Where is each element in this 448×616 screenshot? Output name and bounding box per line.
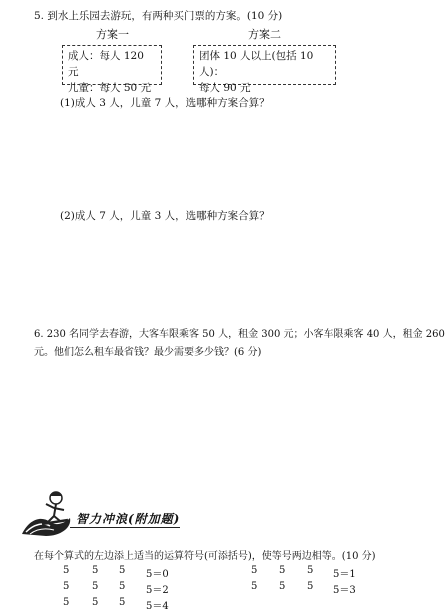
- plan1-box: [62, 45, 162, 94]
- equation-term: 5: [92, 581, 99, 592]
- equation-term: 5: [119, 581, 126, 592]
- plan2-title: 方案二: [248, 28, 281, 41]
- plan2-box: [193, 45, 336, 94]
- plan1-child-price: 儿童：每人 50 元: [68, 82, 152, 94]
- plan1-title: 方案一: [96, 28, 129, 41]
- bonus-banner-title: 智力冲浪(附加题): [76, 512, 181, 526]
- equation-term: 5: [251, 565, 258, 576]
- equation-term: 5: [63, 565, 70, 576]
- bonus-instruction: 在每个算式的左边添上适当的运算符号(可添括号)，使等号两边相等。(10 分): [34, 551, 376, 562]
- equation-term: 5: [307, 565, 314, 576]
- equation-result: 5＝1: [333, 569, 356, 580]
- equation-term: 5: [63, 597, 70, 608]
- banner-underline: [70, 527, 180, 528]
- plan2-group-price: 每人 90 元: [199, 82, 251, 94]
- q6-line-1: 6. 230 名同学去春游，大客车限乘客 50 人，租金 300 元；小客车限乘客 40 人，租金 260: [34, 329, 445, 340]
- equation-term: 5: [63, 581, 70, 592]
- wave-surfer-illustration: [20, 488, 84, 538]
- equation-term: 5: [279, 581, 286, 592]
- equation-term: 5: [119, 565, 126, 576]
- q6-line-2: 元。他们怎么租车最省钱？最少需要多少钱？(6 分): [34, 347, 262, 358]
- equation-term: 5: [92, 565, 99, 576]
- equation-result: 5＝3: [333, 585, 356, 596]
- equation-term: 5: [92, 597, 99, 608]
- equation-result: 5＝0: [146, 569, 169, 580]
- q5-subquestion-1: (1)成人 3 人，儿童 7 人，选哪种方案合算？: [60, 97, 270, 109]
- plan2-group-rule: 团体 10 人以上(包括 10 人)：: [199, 50, 314, 78]
- q5-title: 5. 到水上乐园去游玩，有两种买门票的方案。(10 分): [34, 10, 283, 22]
- plan1-adult-price: 成人：每人 120 元: [68, 50, 144, 78]
- equation-result: 5＝4: [146, 601, 169, 612]
- equation-term: 5: [119, 597, 126, 608]
- equation-term: 5: [279, 565, 286, 576]
- equation-term: 5: [251, 581, 258, 592]
- q5-subquestion-2: (2)成人 7 人，儿童 3 人，选哪种方案合算？: [60, 210, 270, 222]
- equation-result: 5＝2: [146, 585, 169, 596]
- equation-term: 5: [307, 581, 314, 592]
